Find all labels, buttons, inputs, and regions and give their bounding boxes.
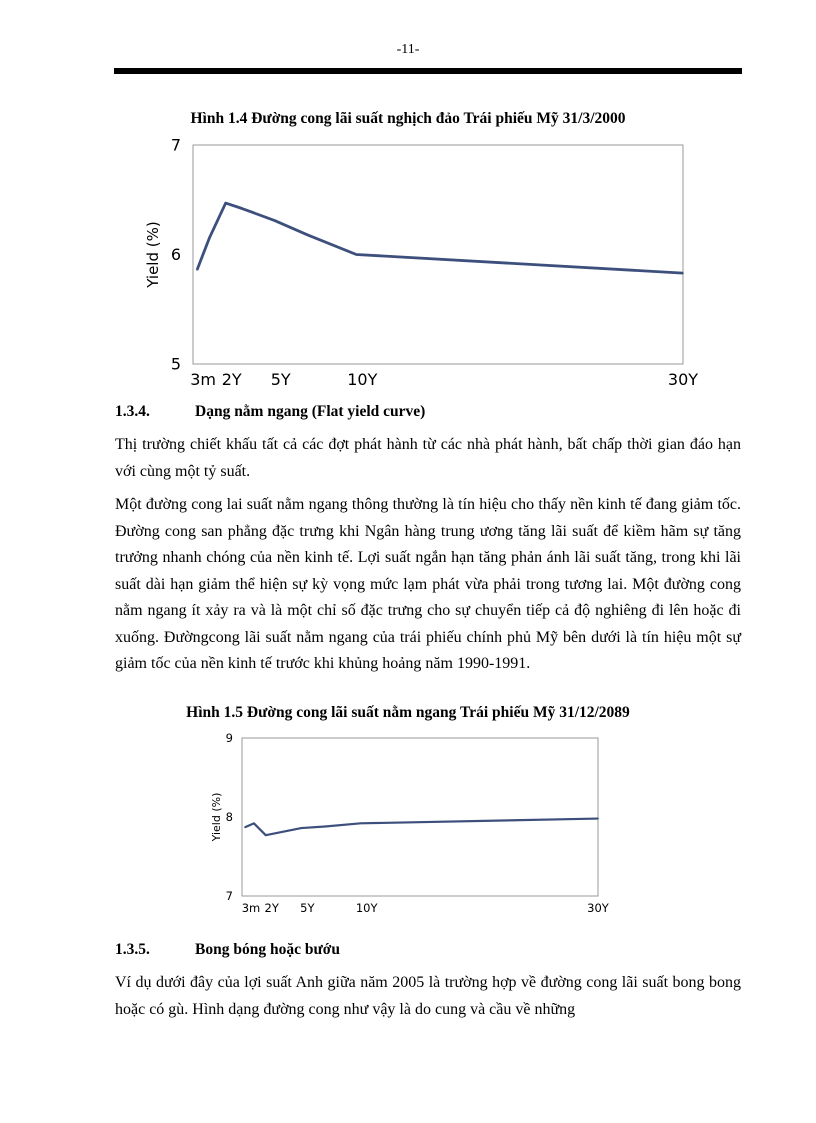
y-tick-label: 6 <box>170 245 181 265</box>
data-point <box>682 272 684 274</box>
x-tick-label: 10Y <box>347 370 378 389</box>
data-point <box>265 834 267 836</box>
data-point <box>301 827 303 829</box>
x-tick-label: 30Y <box>587 901 609 915</box>
y-axis-label: Yield (%) <box>210 792 223 842</box>
data-point <box>253 823 255 825</box>
figure-1-caption: Hình 1.4 Đường cong lãi suất nghịch đảo Trái phiếu Mỹ 31/3/2000 <box>190 110 626 127</box>
x-tick-label: 2Y <box>221 370 242 389</box>
series-line-yield <box>197 203 683 273</box>
data-point <box>209 237 211 239</box>
y-tick-label: 5 <box>170 354 181 374</box>
data-point <box>277 832 279 834</box>
data-point <box>196 269 198 271</box>
paragraph: Thị trường chiết khấu tất cả các đợt phát hành từ các nhà phát hành, bất chấp thời gian đáo hạn với cùng một tỷ suất. <box>115 436 741 480</box>
plot-frame <box>193 145 683 364</box>
x-tick-label: 5Y <box>300 901 315 915</box>
page-number: -11- <box>396 42 420 57</box>
section-title: Bong bóng hoặc bướu <box>195 941 340 958</box>
y-tick-label: 8 <box>225 810 233 825</box>
data-point <box>274 220 276 222</box>
y-tick-label: 7 <box>225 889 233 904</box>
data-point <box>360 823 362 825</box>
x-tick-label: 10Y <box>355 901 378 915</box>
paragraph: Ví dụ dưới đây của lợi suất Anh giữa năm 2005 là trường hợp về đường cong lãi suất bong bong hoặc có gù. Hình dạng đường cong như vậy là do cung và cầu về những <box>115 974 741 1018</box>
data-point <box>356 254 358 256</box>
data-point <box>307 234 309 236</box>
y-tick-label: 7 <box>170 135 181 155</box>
figure-2-caption: Hình 1.5 Đường cong lãi suất nằm ngang Trái phiếu Mỹ 31/12/2089 <box>186 704 630 721</box>
data-point <box>324 826 326 828</box>
y-axis-label: Yield (%) <box>144 221 162 288</box>
header-rule <box>114 68 742 74</box>
section-1-3-5-heading <box>115 941 340 959</box>
section-title: Dạng nằm ngang (Flat yield curve) <box>195 403 426 420</box>
plot-frame <box>242 738 598 896</box>
yield-curve-chart-flat <box>205 728 625 923</box>
section-number: 1.3.4. <box>115 403 150 420</box>
x-tick-label: 2Y <box>264 901 279 915</box>
data-point <box>241 208 243 210</box>
y-tick-label: 9 <box>225 731 233 746</box>
data-point <box>225 202 227 204</box>
section-1-3-4-heading <box>115 403 425 421</box>
paragraph: Một đường cong lai suất nằm ngang thông thường là tín hiệu cho thấy nền kinh tế đang giảm tốc. Đường cong san phẳng đặc trưng khi Ngân hàng trung ương tăng lãi suất để kiềm hãm sự tăng trưởng nhanh chóng của nền kinh tế. Lợi suất ngắn hạn tăng phản ánh lãi suất tăng, trong khi lãi suất dài hạn giảm thể hiện sự kỳ vọng mức lạm phát vừa phải trong tương lai. Một đường cong nằm ngang ít xảy ra và là một chỉ số đặc trưng cho sự chuyển tiếp cả độ nghiêng đi lên hoặc đi xuống. Đườngcong lãi suất nằm ngang của trái phiếu chính phủ Mỹ bên dưới là tín hiệu một sự giảm tốc của nền kinh tế trước khi khủng hoảng năm 1990-1991. <box>115 496 741 672</box>
data-point <box>244 826 246 828</box>
data-point <box>597 818 599 820</box>
x-tick-label: 30Y <box>667 370 699 389</box>
x-tick-label: 3m <box>190 370 216 389</box>
x-tick-label: 3m <box>241 901 261 915</box>
yield-curve-chart-inverted <box>130 133 699 398</box>
series-line-yield <box>245 819 598 836</box>
section-number: 1.3.5. <box>115 941 150 958</box>
x-tick-label: 5Y <box>270 370 291 389</box>
